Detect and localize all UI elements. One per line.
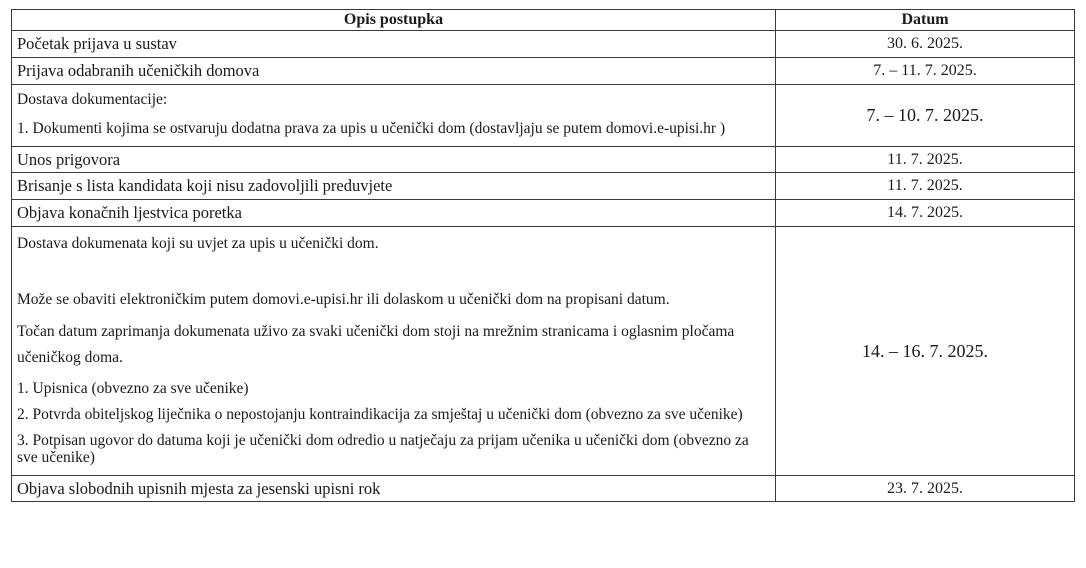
row-date: 14. – 16. 7. 2025. <box>776 227 1075 476</box>
table-row <box>12 147 1075 173</box>
description-line: Dostava dokumentacije: <box>17 91 168 108</box>
row-description-block <box>12 85 776 147</box>
description-line: 3. Potpisan ugovor do datuma koji je učenički dom odredio u natječaju za prijam učenika u učenički dom (obvezno za sve učenike) <box>17 432 749 466</box>
row-description: Unos prigovora <box>12 147 776 173</box>
table-row <box>12 58 1075 85</box>
table-row <box>12 173 1075 200</box>
row-description: Brisanje s lista kandidata koji nisu zadovoljili preduvjete <box>12 173 776 200</box>
enrollment-schedule-table <box>11 9 1075 502</box>
table-row <box>12 200 1075 227</box>
row-date: 7. – 11. 7. 2025. <box>776 58 1075 85</box>
row-date: 11. 7. 2025. <box>776 173 1075 200</box>
description-line: 1. Dokumenti kojima se ostvaruju dodatna prava za upis u učenički dom (dostavljaju se putem domovi.e-upisi.hr ) <box>17 120 726 137</box>
row-date: 23. 7. 2025. <box>776 476 1075 502</box>
row-description: Početak prijava u sustav <box>12 31 776 58</box>
header-date: Datum <box>776 10 1075 31</box>
table-row <box>12 227 1075 476</box>
header-description: Opis postupka <box>12 10 776 31</box>
row-description: Prijava odabranih učeničkih domova <box>12 58 776 85</box>
row-description: Objava slobodnih upisnih mjesta za jesenski upisni rok <box>12 476 776 502</box>
description-line: 1. Upisnica (obvezno za sve učenike) <box>17 380 249 397</box>
description-line: Točan datum zaprimanja dokumenata uživo za svaki učenički dom stoji na mrežnim stranicama i oglasnim pločama učeničkog doma. <box>17 323 735 366</box>
table-row <box>12 85 1075 147</box>
row-date: 7. – 10. 7. 2025. <box>776 85 1075 147</box>
row-description-block <box>12 227 776 476</box>
description-line: Može se obaviti elektroničkim putem domovi.e-upisi.hr ili dolaskom u učenički dom na propisani datum. <box>17 291 670 308</box>
table-row <box>12 476 1075 502</box>
table-row <box>12 31 1075 58</box>
row-date: 14. 7. 2025. <box>776 200 1075 227</box>
row-date: 30. 6. 2025. <box>776 31 1075 58</box>
description-line: 2. Potvrda obiteljskog liječnika o nepostojanju kontraindikacija za smještaj u učenički dom (obvezno za sve učenike) <box>17 406 743 423</box>
header-row <box>12 10 1075 31</box>
row-date: 11. 7. 2025. <box>776 147 1075 173</box>
description-line: Dostava dokumenata koji su uvjet za upis u učenički dom. <box>17 235 379 252</box>
row-description: Objava konačnih ljestvica poretka <box>12 200 776 227</box>
